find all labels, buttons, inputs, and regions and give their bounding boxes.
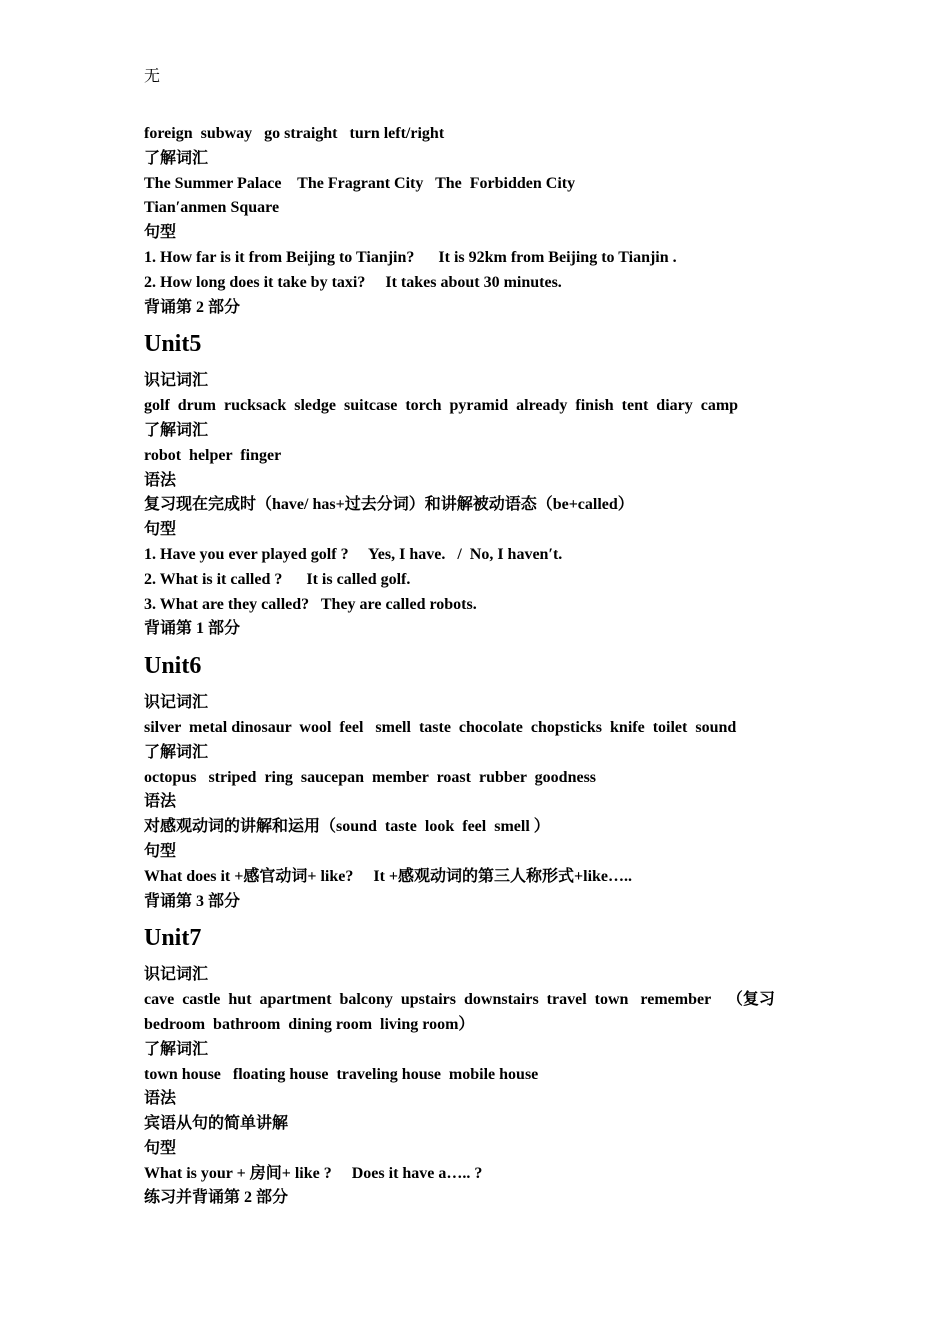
text-line: robot helper finger	[144, 446, 282, 464]
text-line: 了解词汇	[144, 743, 209, 761]
text-line: 复习现在完成时（have/ has+过去分词）和讲解被动语态（be+called）	[144, 496, 634, 514]
text-line: town house floating house traveling house mobile house	[144, 1065, 539, 1083]
text-line: What does it +感官动词+ like? It +感观动词的第三人称形式+like…..	[144, 867, 633, 885]
text-line: What is your + 房间+ like ? Does it have a….. ?	[144, 1164, 483, 1182]
text-line: octopus striped ring saucepan member roast rubber goodness	[144, 768, 597, 786]
text-line: 句型	[144, 521, 177, 539]
text-line: 宾语从句的简单讲解	[144, 1115, 289, 1133]
text-line: silver metal dinosaur wool feel smell taste chocolate chopsticks knife toilet sound	[144, 718, 737, 736]
unit-heading: Unit6	[144, 653, 202, 680]
text-line: 语法	[144, 1090, 177, 1108]
page-header: 无	[144, 68, 161, 85]
text-line: 识记词汇	[144, 694, 209, 712]
text-line: Tian′anmen Square	[144, 199, 280, 217]
text-line: 语法	[144, 793, 177, 811]
text-line: 了解词汇	[144, 1040, 209, 1058]
text-line: 对感观动词的讲解和运用（sound taste look feel smell ）	[144, 818, 550, 836]
unit-heading: Unit5	[144, 331, 202, 358]
text-line: 练习并背诵第 2 部分	[144, 1189, 289, 1207]
text-line: foreign subway go straight turn left/right	[144, 125, 445, 142]
text-line: 背诵第 1 部分	[144, 620, 241, 638]
text-line: 了解词汇	[144, 149, 209, 167]
text-line: cave castle hut apartment balcony upstairs downstairs travel town remember （复习	[144, 991, 775, 1009]
text-line: 背诵第 2 部分	[144, 298, 241, 316]
unit-heading: Unit7	[144, 925, 202, 952]
text-line: 句型	[144, 842, 177, 860]
text-line: golf drum rucksack sledge suitcase torch pyramid already finish tent diary camp	[144, 397, 739, 415]
text-line: 背诵第 3 部分	[144, 892, 241, 910]
text-line: 识记词汇	[144, 966, 209, 984]
text-line: 了解词汇	[144, 421, 209, 439]
document-body	[144, 122, 824, 1211]
text-line: The Summer Palace The Fragrant City The Forbidden City	[144, 174, 576, 192]
document-page	[144, 62, 824, 1211]
text-line: 3. What are they called? They are called robots.	[144, 595, 477, 613]
text-line: 语法	[144, 471, 177, 489]
text-line: 识记词汇	[144, 372, 209, 390]
text-line: 1. How far is it from Beijing to Tianjin? It is 92km from Beijing to Tianjin .	[144, 248, 677, 266]
text-line: 句型	[144, 224, 177, 242]
text-line: 2. What is it called ? It is called golf.	[144, 570, 411, 588]
text-line: bedroom bathroom dining room living room）	[144, 1015, 475, 1033]
text-line: 1. Have you ever played golf ? Yes, I have. / No, I haven′t.	[144, 545, 563, 563]
text-line: 2. How long does it take by taxi? It takes about 30 minutes.	[144, 273, 562, 291]
text-line: 句型	[144, 1139, 177, 1157]
